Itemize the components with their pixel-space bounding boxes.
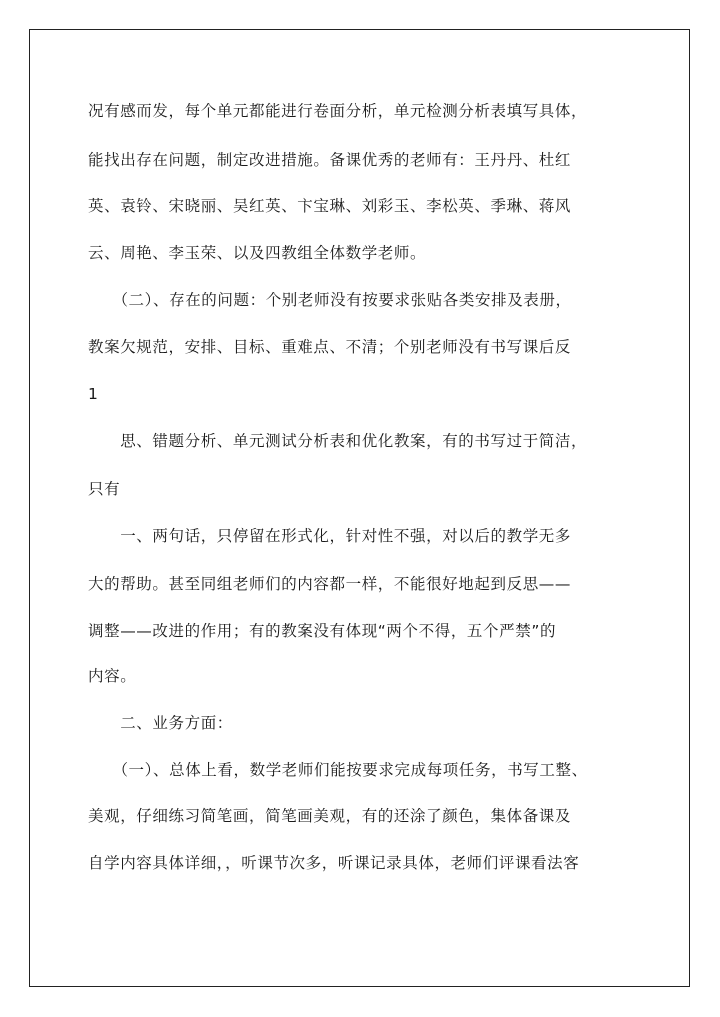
text-line: 调整——改进的作用；有的教案没有体现“两个不得，五个严禁”的 (88, 622, 557, 640)
page-border (29, 29, 690, 987)
text-line: 教案欠规范，安排、目标、重难点、不清；个别老师没有书写课后反 (88, 338, 572, 356)
section-heading: 二、业务方面： (88, 714, 233, 732)
text-line: 思、错题分析、单元测试分析表和优化教案，有的书写过于简洁， (88, 432, 588, 450)
text-line: 自学内容具体详细，，听课节次多，听课记录具体，老师们评课看法客 (88, 854, 580, 872)
text-line: （二）、存在的问题：个别老师没有按要求张贴各类安排及表册， (88, 291, 572, 309)
text-line: 一、两句话，只停留在形式化，针对性不强，对以后的教学无多 (88, 527, 572, 545)
text-line: （一）、总体上看，数学老师们能按要求完成每项任务，书写工整、 (88, 761, 588, 779)
text-line: 能找出存在问题，制定改进措施。备课优秀的老师有：王丹丹、杜红 (88, 151, 572, 169)
text-line: 云、周艳、李玉荣、以及四教组全体数学老师。 (88, 244, 427, 262)
text-line: 内容。 (88, 667, 137, 685)
text-line: 美观，仔细练习简笔画，简笔画美观，有的还涂了颜色，集体备课及 (88, 807, 572, 825)
text-line: 大的帮助。甚至同组老师们的内容都一样，不能很好地起到反思—— (88, 575, 572, 593)
page-number: 1 (88, 385, 99, 403)
text-line: 况有感而发，每个单元都能进行卷面分析，单元检测分析表填写具体， (88, 102, 588, 120)
text-line: 英、袁铃、宋晓丽、吴红英、卞宝琳、刘彩玉、李松英、季琳、蒋风 (88, 197, 572, 215)
text-line: 只有 (88, 480, 121, 498)
